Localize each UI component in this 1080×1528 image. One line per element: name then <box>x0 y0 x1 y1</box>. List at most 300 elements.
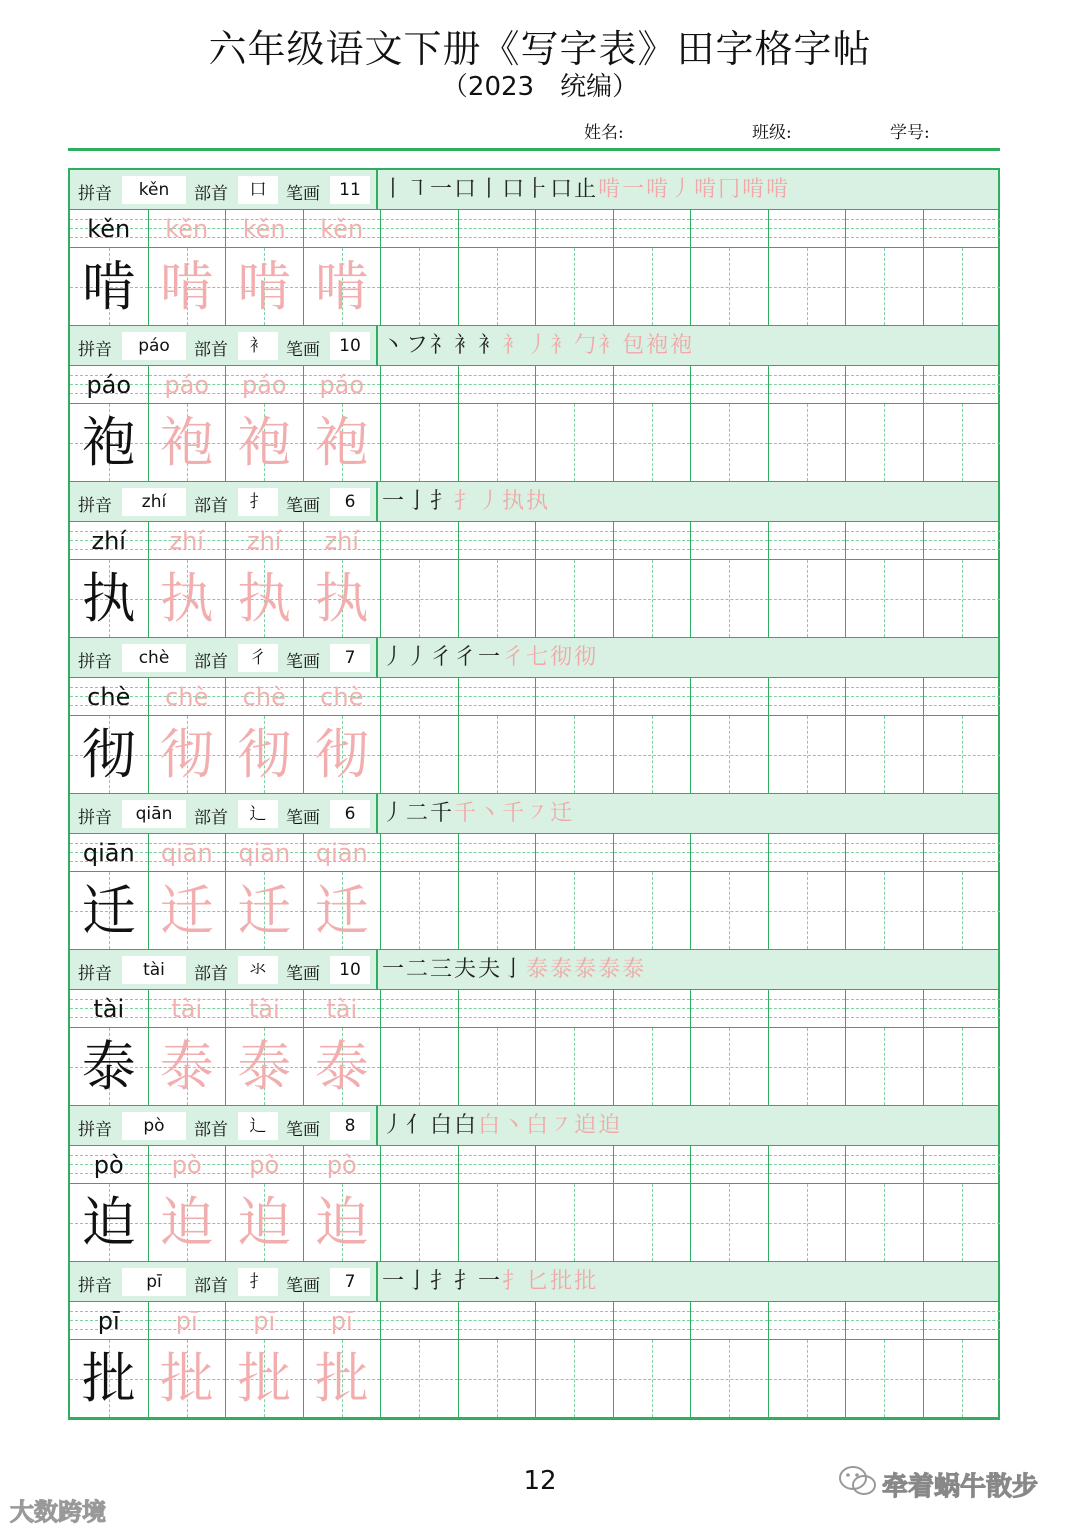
pinyin-guide <box>924 999 1001 1000</box>
trace-pinyin: pī <box>175 1307 198 1335</box>
tianzige-cell <box>690 560 768 637</box>
tianzige-cell <box>613 872 691 949</box>
pinyin-cell <box>923 678 1001 716</box>
pinyin-cell <box>70 522 148 560</box>
pinyin-label: 拼音 <box>78 340 112 360</box>
pinyin-guide <box>769 1155 846 1156</box>
pinyin-guide <box>924 1173 1001 1174</box>
tianzige-guide <box>459 287 536 288</box>
radical-value: 口 <box>238 176 278 204</box>
stroke-step: 丿 <box>382 1113 407 1138</box>
stroke-step: 扌 <box>430 489 455 514</box>
tianzige-guide <box>459 1067 536 1068</box>
character-block <box>70 482 998 638</box>
character-block <box>70 326 998 482</box>
stroke-step: 迫 <box>574 1113 599 1138</box>
pinyin-guide <box>459 687 536 688</box>
pinyin-guide <box>769 696 846 697</box>
stroke-step: 泰 <box>598 957 623 982</box>
pinyin-cell <box>535 834 613 872</box>
pinyin-guide <box>846 228 923 229</box>
stroke-step: 啃丿 <box>646 177 695 202</box>
pinyin-cell <box>225 1146 303 1184</box>
pinyin-cell <box>613 1302 691 1340</box>
radical-value: 彳 <box>238 644 278 672</box>
pinyin-guide <box>769 687 846 688</box>
stroke-step: 衤丿 <box>502 333 551 358</box>
pinyin-guide <box>846 705 923 706</box>
pinyin-row <box>70 678 998 716</box>
pinyin-guide <box>924 696 1001 697</box>
pinyin-guide <box>614 549 691 550</box>
trace-pinyin: pò <box>249 1151 280 1179</box>
pinyin-guide <box>381 219 458 220</box>
pinyin-label: 拼音 <box>78 184 112 204</box>
trace-character: 执 <box>159 567 214 630</box>
pinyin-guide <box>846 237 923 238</box>
stroke-step: 丿 <box>406 645 431 670</box>
pinyin-guide <box>691 843 768 844</box>
tianzige-cell <box>923 872 1001 949</box>
stroke-step: フ <box>406 333 431 358</box>
trace-pinyin: tài <box>248 995 280 1023</box>
tianzige-cell <box>613 248 691 325</box>
pinyin-cell <box>225 990 303 1028</box>
pinyin-guide <box>614 1329 691 1330</box>
pinyin-cell <box>148 1146 226 1184</box>
pinyin-cell <box>380 210 458 248</box>
pinyin-cell <box>923 1302 1001 1340</box>
pinyin-guide <box>691 696 768 697</box>
pinyin-guide <box>846 1155 923 1156</box>
pinyin-cell <box>535 210 613 248</box>
pinyin-cell <box>845 990 923 1028</box>
stroke-step: 彳七 <box>502 645 551 670</box>
pinyin-guide <box>924 1017 1001 1018</box>
pinyin-guide <box>536 375 613 376</box>
stroke-count-label: 笔画 <box>286 496 320 516</box>
tianzige-guide <box>381 599 458 600</box>
pinyin-guide <box>846 852 923 853</box>
pinyin-value: tài <box>122 956 186 984</box>
pinyin-guide <box>536 861 613 862</box>
pinyin-guide <box>691 1008 768 1009</box>
pinyin-guide <box>769 1329 846 1330</box>
trace-pinyin: pī <box>253 1307 276 1335</box>
tianzige-guide <box>924 1067 1001 1068</box>
model-pinyin: páo <box>86 371 132 399</box>
stroke-count-value: 7 <box>330 644 370 672</box>
tianzige-guide <box>536 1379 613 1380</box>
pinyin-guide <box>536 228 613 229</box>
pinyin-cell <box>768 366 846 404</box>
trace-character: 啃 <box>314 255 369 318</box>
pinyin-guide <box>691 228 768 229</box>
stroke-step: 口止 <box>550 177 599 202</box>
pinyin-cell <box>613 210 691 248</box>
trace-character: 袍 <box>237 411 292 474</box>
tianzige-cell <box>923 248 1001 325</box>
trace-character: 泰 <box>237 1035 292 1098</box>
tianzige-cell <box>225 1340 303 1417</box>
stroke-step: ㇕ <box>406 177 431 202</box>
info-band <box>70 326 998 366</box>
pinyin-guide <box>769 852 846 853</box>
pinyin-guide <box>536 843 613 844</box>
tianzige-guide <box>614 1379 691 1380</box>
pinyin-guide <box>614 1173 691 1174</box>
tianzige-guide <box>614 443 691 444</box>
pinyin-value: qiān <box>122 800 186 828</box>
tianzige-cell <box>303 404 381 481</box>
pinyin-guide <box>769 531 846 532</box>
pinyin-guide <box>691 705 768 706</box>
stroke-step: 口⺊ <box>502 177 551 202</box>
pinyin-guide <box>924 1164 1001 1165</box>
pinyin-cell <box>458 678 536 716</box>
pinyin-guide <box>536 1017 613 1018</box>
tianzige-guide <box>614 911 691 912</box>
trace-character: 执 <box>237 567 292 630</box>
pinyin-guide <box>381 1017 458 1018</box>
tianzige-guide <box>691 599 768 600</box>
stroke-count-value: 10 <box>330 956 370 984</box>
tianzige-cell <box>70 872 148 949</box>
pinyin-guide <box>614 1311 691 1312</box>
pinyin-guide <box>691 999 768 1000</box>
pinyin-cell <box>70 1302 148 1340</box>
tianzige-guide <box>381 287 458 288</box>
stroke-step: 啃冂 <box>694 177 743 202</box>
pinyin-guide <box>459 1329 536 1330</box>
tianzige-cell <box>923 1028 1001 1105</box>
tianzige-cell <box>768 560 846 637</box>
pinyin-guide <box>459 540 536 541</box>
tianzige-cell <box>458 1340 536 1417</box>
pinyin-cell <box>923 834 1001 872</box>
trace-character: 彻 <box>237 723 292 786</box>
model-character: 迁 <box>81 879 136 942</box>
pinyin-guide <box>381 999 458 1000</box>
pinyin-cell <box>690 834 768 872</box>
pinyin-guide <box>691 687 768 688</box>
pinyin-cell <box>70 834 148 872</box>
trace-character: 迁 <box>314 879 369 942</box>
tianzige-guide <box>691 1223 768 1224</box>
pinyin-guide <box>381 861 458 862</box>
pinyin-guide <box>691 852 768 853</box>
model-pinyin: zhí <box>91 527 126 555</box>
pinyin-guide <box>536 219 613 220</box>
tianzige-guide <box>769 1379 846 1380</box>
tianzige-guide <box>459 911 536 912</box>
info-meta <box>70 170 378 210</box>
pinyin-cell <box>535 678 613 716</box>
stroke-order <box>382 640 598 676</box>
pinyin-guide <box>691 1164 768 1165</box>
tianzige-cell <box>148 248 226 325</box>
pinyin-guide <box>381 540 458 541</box>
tianzige-cell <box>535 404 613 481</box>
stroke-step: 彳一 <box>454 645 503 670</box>
pinyin-guide <box>846 1164 923 1165</box>
trace-pinyin: qiān <box>315 839 368 867</box>
trace-pinyin: kěn <box>242 215 286 243</box>
tianzige-guide <box>536 1223 613 1224</box>
stroke-count-label: 笔画 <box>286 1276 320 1296</box>
character-block <box>70 170 998 326</box>
pinyin-guide <box>459 1017 536 1018</box>
pinyin-guide <box>924 1329 1001 1330</box>
pinyin-guide <box>614 1155 691 1156</box>
pinyin-cell <box>690 1302 768 1340</box>
page-title: 六年级语文下册《写字表》田字格字帖 <box>208 27 872 71</box>
tianzige-cell <box>70 1184 148 1261</box>
pinyin-guide <box>769 705 846 706</box>
pinyin-cell <box>923 210 1001 248</box>
tianzige-guide <box>846 599 923 600</box>
trace-character: 袍 <box>314 411 369 474</box>
pinyin-cell <box>70 366 148 404</box>
tianzige-cell <box>148 560 226 637</box>
stroke-step: 一 <box>430 177 455 202</box>
tianzige-cell <box>690 716 768 793</box>
pinyin-guide <box>924 549 1001 550</box>
pinyin-cell <box>225 834 303 872</box>
pinyin-guide <box>459 384 536 385</box>
pinyin-guide <box>381 1320 458 1321</box>
pinyin-cell <box>225 210 303 248</box>
tianzige-guide <box>381 1067 458 1068</box>
pinyin-guide <box>381 687 458 688</box>
pinyin-guide <box>614 237 691 238</box>
pinyin-guide <box>924 375 1001 376</box>
tianzige-cell <box>380 404 458 481</box>
stroke-count-label: 笔画 <box>286 808 320 828</box>
pinyin-cell <box>458 834 536 872</box>
pinyin-guide <box>924 1311 1001 1312</box>
tianzige-cell <box>458 560 536 637</box>
character-row <box>70 872 998 950</box>
tianzige-cell <box>845 1028 923 1105</box>
pinyin-guide <box>614 696 691 697</box>
pinyin-guide <box>459 1173 536 1174</box>
model-character: 批 <box>81 1347 136 1410</box>
tianzige-guide <box>691 1067 768 1068</box>
tianzige-cell <box>225 716 303 793</box>
pinyin-cell <box>458 210 536 248</box>
tianzige-guide <box>846 1379 923 1380</box>
stroke-count-label: 笔画 <box>286 340 320 360</box>
stroke-step: 丶 <box>382 333 407 358</box>
pinyin-guide <box>846 696 923 697</box>
trace-pinyin: pī <box>330 1307 353 1335</box>
radical-label: 部首 <box>194 1120 228 1140</box>
pinyin-cell <box>845 522 923 560</box>
tianzige-guide <box>536 911 613 912</box>
tianzige-cell <box>458 248 536 325</box>
pinyin-guide <box>614 852 691 853</box>
pinyin-cell <box>380 522 458 560</box>
stroke-step: 袍 <box>670 333 695 358</box>
info-band <box>70 170 998 210</box>
pinyin-label: 拼音 <box>78 496 112 516</box>
stroke-step: 白㇇ <box>526 1113 575 1138</box>
tianzige-cell <box>535 1028 613 1105</box>
info-band <box>70 1262 998 1302</box>
pinyin-cell <box>148 522 226 560</box>
pinyin-row <box>70 210 998 248</box>
model-character: 执 <box>81 567 136 630</box>
pinyin-cell <box>535 366 613 404</box>
pinyin-guide <box>769 540 846 541</box>
pinyin-cell <box>303 522 381 560</box>
pinyin-guide <box>614 843 691 844</box>
pinyin-guide <box>924 531 1001 532</box>
pinyin-cell <box>70 990 148 1028</box>
pinyin-guide <box>536 999 613 1000</box>
stroke-step: 一 <box>382 1269 407 1294</box>
stroke-step: 啃 <box>742 177 767 202</box>
pinyin-guide <box>924 219 1001 220</box>
pinyin-cell <box>535 1302 613 1340</box>
pinyin-guide <box>691 1329 768 1330</box>
stroke-count-value: 8 <box>330 1112 370 1140</box>
pinyin-guide <box>536 687 613 688</box>
tianzige-cell <box>768 872 846 949</box>
trace-character: 啃 <box>237 255 292 318</box>
pinyin-cell <box>768 834 846 872</box>
page-subtitle: （2023 统编） <box>441 72 639 102</box>
pinyin-guide <box>769 237 846 238</box>
pinyin-guide <box>536 237 613 238</box>
tianzige-cell <box>690 248 768 325</box>
pinyin-cell <box>923 990 1001 1028</box>
pinyin-guide <box>691 1173 768 1174</box>
model-pinyin: chè <box>87 683 131 711</box>
tianzige-cell <box>845 248 923 325</box>
pinyin-cell <box>458 366 536 404</box>
radical-value: 辶 <box>238 800 278 828</box>
pinyin-guide <box>381 375 458 376</box>
tianzige-cell <box>225 1028 303 1105</box>
trace-pinyin: chè <box>320 683 364 711</box>
pinyin-cell <box>148 678 226 716</box>
pinyin-guide <box>536 852 613 853</box>
radical-value: 扌 <box>238 488 278 516</box>
tianzige-cell <box>70 248 148 325</box>
stroke-step: 迁 <box>550 801 575 826</box>
pinyin-guide <box>924 540 1001 541</box>
stroke-step: 扌 <box>430 1269 455 1294</box>
trace-pinyin: zhí <box>324 527 359 555</box>
stroke-step: 白丶 <box>478 1113 527 1138</box>
trace-character: 彻 <box>159 723 214 786</box>
tianzige-guide <box>924 443 1001 444</box>
pinyin-cell <box>148 366 226 404</box>
pinyin-guide <box>691 219 768 220</box>
stroke-step: 千 <box>430 801 455 826</box>
pinyin-cell <box>768 990 846 1028</box>
radical-value: 衤 <box>238 332 278 360</box>
pinyin-cell <box>923 522 1001 560</box>
tianzige-guide <box>924 911 1001 912</box>
trace-character: 批 <box>314 1347 369 1410</box>
pinyin-guide <box>769 999 846 1000</box>
pinyin-guide <box>614 999 691 1000</box>
tianzige-guide <box>536 443 613 444</box>
trace-pinyin: kěn <box>165 215 209 243</box>
pinyin-guide <box>381 237 458 238</box>
stroke-step: 千㇇ <box>502 801 551 826</box>
pinyin-guide <box>614 705 691 706</box>
stroke-step: 亅 <box>406 1269 431 1294</box>
pinyin-cell <box>458 522 536 560</box>
tianzige-guide <box>846 443 923 444</box>
tianzige-cell <box>923 560 1001 637</box>
pinyin-row <box>70 1146 998 1184</box>
tianzige-cell <box>303 1028 381 1105</box>
pinyin-cell <box>225 678 303 716</box>
tianzige-cell <box>148 1184 226 1261</box>
practice-grid <box>68 168 1000 1420</box>
info-meta <box>70 1106 378 1146</box>
pinyin-guide <box>459 1320 536 1321</box>
pinyin-guide <box>536 384 613 385</box>
tianzige-cell <box>458 872 536 949</box>
trace-character: 彻 <box>314 723 369 786</box>
stroke-step: 袍 <box>646 333 671 358</box>
pinyin-guide <box>614 228 691 229</box>
pinyin-guide <box>614 219 691 220</box>
tianzige-cell <box>535 716 613 793</box>
tianzige-guide <box>381 755 458 756</box>
tianzige-guide <box>614 1067 691 1068</box>
pinyin-guide <box>536 1008 613 1009</box>
tianzige-cell <box>613 1340 691 1417</box>
tianzige-guide <box>846 1067 923 1068</box>
character-row <box>70 716 998 794</box>
tianzige-guide <box>459 755 536 756</box>
pinyin-row <box>70 834 998 872</box>
tianzige-guide <box>846 287 923 288</box>
character-block <box>70 950 998 1106</box>
tianzige-guide <box>691 1379 768 1380</box>
pinyin-guide <box>769 843 846 844</box>
pinyin-guide <box>459 531 536 532</box>
pinyin-cell <box>690 678 768 716</box>
pinyin-guide <box>769 384 846 385</box>
pinyin-cell <box>690 990 768 1028</box>
pinyin-guide <box>691 375 768 376</box>
pinyin-label: 拼音 <box>78 964 112 984</box>
tianzige-cell <box>380 716 458 793</box>
pinyin-guide <box>536 531 613 532</box>
pinyin-guide <box>691 1155 768 1156</box>
pinyin-guide <box>846 549 923 550</box>
stroke-count-label: 笔画 <box>286 1120 320 1140</box>
pinyin-guide <box>846 1008 923 1009</box>
trace-character: 迫 <box>314 1191 369 1254</box>
pinyin-value: kěn <box>122 176 186 204</box>
stroke-step: 丨 <box>382 177 407 202</box>
stroke-order <box>382 484 550 520</box>
tianzige-cell <box>613 1028 691 1105</box>
pinyin-guide <box>459 549 536 550</box>
pinyin-cell <box>148 990 226 1028</box>
stroke-step: 泰 <box>526 957 551 982</box>
pinyin-cell <box>303 1146 381 1184</box>
